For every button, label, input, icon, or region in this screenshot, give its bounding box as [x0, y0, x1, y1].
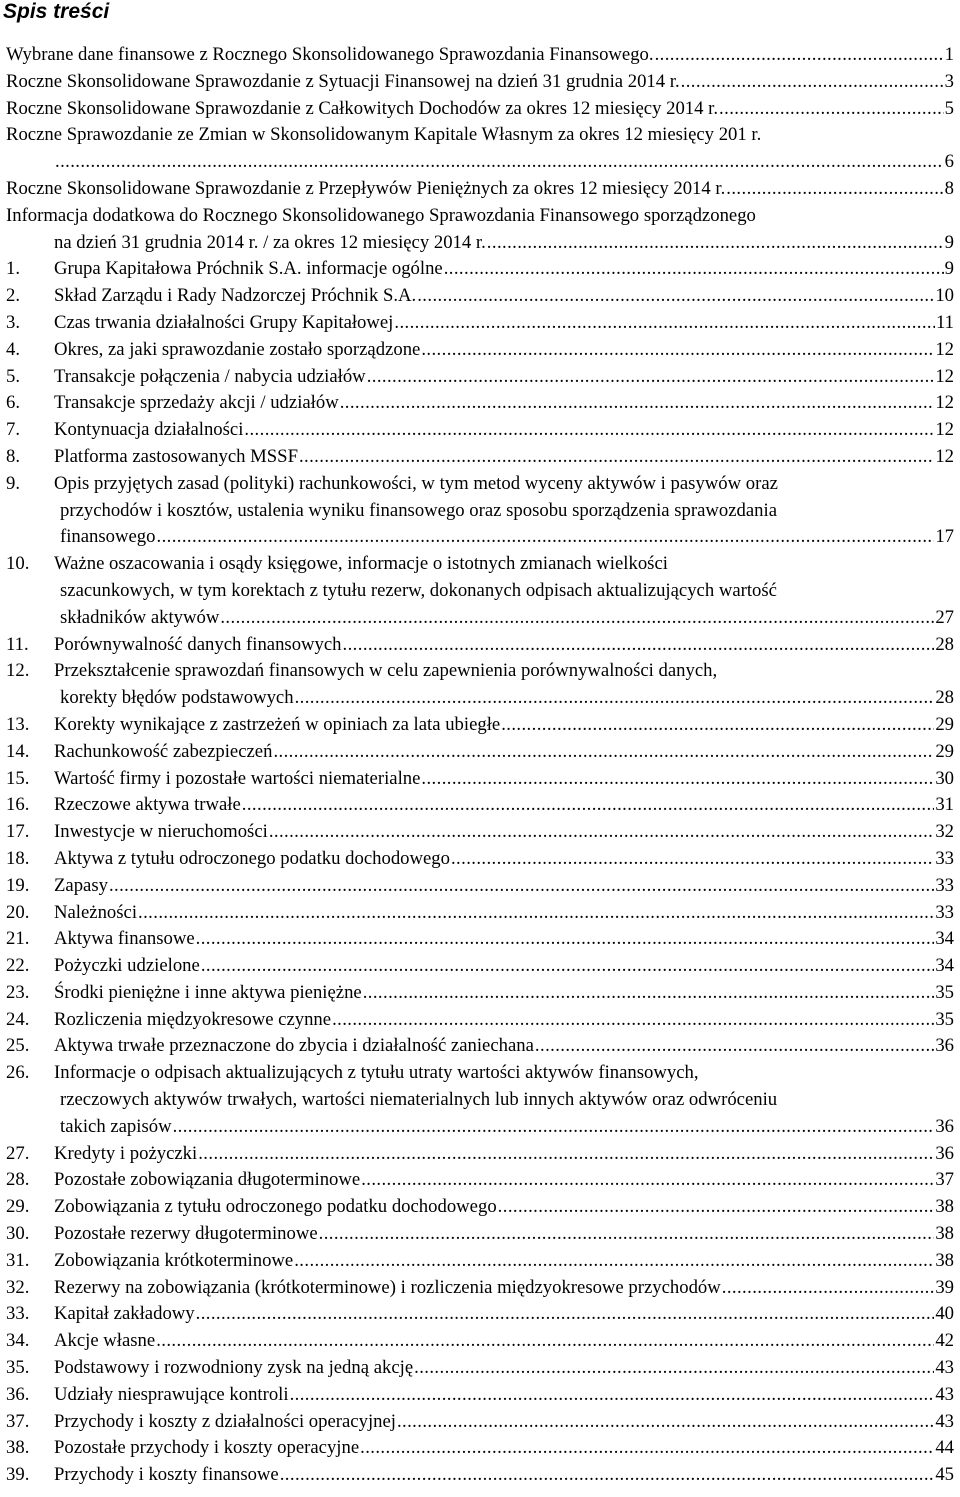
toc-entry-line [0, 444, 960, 471]
toc-entry-number: 30. [6, 1223, 30, 1245]
toc-page-number: 33 [935, 874, 954, 896]
toc-entry-heading: Przychody i koszty finansowe [54, 1464, 279, 1486]
toc-entry-number: 35. [6, 1357, 30, 1379]
toc-entry-number: 28. [6, 1169, 30, 1191]
toc-entry-number: 5. [6, 365, 21, 387]
toc-entry-line [0, 1382, 960, 1409]
toc-entry[interactable] [0, 1060, 960, 1140]
dot-leader [343, 632, 935, 659]
toc-entry-number: 14. [6, 740, 30, 762]
dot-leader [487, 230, 944, 257]
toc-entry-line [0, 1462, 960, 1489]
toc-entry[interactable] [0, 417, 960, 444]
toc-entry[interactable] [0, 1328, 960, 1355]
toc-entry-number: 12. [6, 660, 30, 682]
toc-entry[interactable] [0, 256, 960, 283]
toc-entry-heading: Rozliczenia międzyokresowe czynne [54, 1008, 332, 1030]
toc-entry-line [0, 122, 960, 149]
dot-leader [196, 926, 935, 953]
toc-page-number: 27 [935, 606, 954, 628]
toc-entry-heading: Grupa Kapitałowa Próchnik S.A. informacje ogólne [54, 258, 443, 280]
toc-entry-heading: Okres, za jaki sprawozdanie zostało sporządzone [54, 338, 421, 360]
toc-entry[interactable] [0, 1462, 960, 1489]
toc-entry-number: 15. [6, 767, 30, 789]
dot-leader [269, 819, 935, 846]
toc-entry-heading: rzeczowych aktywów trwałych, wartości niematerialnych lub innych aktywów oraz odwróceniu [60, 1089, 778, 1111]
toc-entry-heading: Aktywa trwałe przeznaczone do zbycia i działalność zaniechana [54, 1035, 534, 1057]
dot-leader [451, 846, 934, 873]
toc-entry[interactable] [0, 471, 960, 551]
toc-entry[interactable] [0, 1141, 960, 1168]
dot-leader [157, 524, 935, 551]
toc-entry-number: 33. [6, 1303, 30, 1325]
toc-entry-heading: Ważne oszacowania i osądy księgowe, informacje o istotnych zmianach wielkości [54, 553, 668, 575]
toc-entry-heading: korekty błędów podstawowych [60, 687, 294, 709]
toc-entry-line [0, 1328, 960, 1355]
toc-entry-line [0, 980, 960, 1007]
toc-entry-number: 13. [6, 713, 30, 735]
toc-entry-heading: Roczne Skonsolidowane Sprawozdanie z Sytuacji Finansowej na dzień 31 grudnia 2014 r. [6, 70, 680, 92]
toc-entry-line [0, 739, 960, 766]
dot-leader [280, 1462, 935, 1489]
toc-entry-line [0, 1355, 960, 1382]
toc-entry-heading: Transakcje połączenia / nabycia udziałów [54, 365, 366, 387]
toc-entry-heading: Zobowiązania krótkoterminowe [54, 1249, 294, 1271]
toc-entry[interactable] [0, 953, 960, 980]
toc-page-number: 33 [935, 901, 954, 923]
toc-entry-number: 27. [6, 1142, 30, 1164]
toc-page-number: 32 [935, 821, 954, 843]
dot-leader [501, 712, 934, 739]
toc-page-number: 1 [944, 44, 954, 65]
toc-entry-line [0, 1060, 960, 1087]
dot-leader [244, 417, 934, 444]
toc-entry[interactable] [0, 792, 960, 819]
dot-leader [417, 283, 934, 310]
toc-entry-heading: Zapasy [54, 874, 108, 896]
toc-page-number: 30 [935, 767, 954, 789]
toc-entry[interactable] [0, 1248, 960, 1275]
toc-page-number: 29 [935, 740, 954, 762]
toc-entry-number: 31. [6, 1249, 30, 1271]
dot-leader [421, 766, 934, 793]
toc-entry-line [0, 605, 960, 632]
table-of-contents [0, 42, 960, 1489]
toc-title: Spis treści [3, 0, 110, 23]
toc-entry-number: 6. [6, 392, 21, 414]
toc-entry[interactable] [0, 364, 960, 391]
toc-entry-heading: Pożyczki udzielone [54, 955, 200, 977]
dot-leader [444, 256, 944, 283]
dot-leader [360, 1435, 934, 1462]
dot-leader [198, 1141, 934, 1168]
toc-entry-heading: Kredyty i pożyczki [54, 1142, 198, 1164]
toc-entry[interactable] [0, 1355, 960, 1382]
toc-entry[interactable] [0, 390, 960, 417]
toc-entry-number: 18. [6, 847, 30, 869]
toc-entry[interactable] [0, 1301, 960, 1328]
toc-entry-heading: Informacje o odpisach aktualizujących z tytułu utraty wartości aktywów finansowych, [54, 1062, 699, 1084]
toc-entry-heading: Platforma zastosowanych MSSF [54, 445, 298, 467]
toc-entry-number: 21. [6, 928, 30, 950]
toc-entry-number: 39. [6, 1464, 30, 1486]
toc-entry[interactable] [0, 1409, 960, 1436]
toc-entry-number: 9. [6, 472, 21, 494]
toc-page-number: 43 [935, 1383, 954, 1405]
toc-entry[interactable] [0, 980, 960, 1007]
toc-entry-line [0, 551, 960, 578]
toc-entry[interactable] [0, 900, 960, 927]
toc-entry-heading: Porównywalność danych finansowych [54, 633, 342, 655]
toc-entry-heading: na dzień 31 grudnia 2014 r. / za okres 12 miesięcy 2014 r. [54, 231, 486, 253]
toc-entry-heading: Pozostałe zobowiązania długoterminowe [54, 1169, 361, 1191]
toc-entry-heading: Przychody i koszty z działalności operacyjnej [54, 1410, 396, 1432]
toc-entry-number: 7. [6, 419, 21, 441]
toc-entry[interactable] [0, 203, 960, 257]
toc-page-number: 35 [935, 1008, 954, 1030]
toc-page-number: 40 [935, 1303, 954, 1325]
dot-leader [173, 1114, 935, 1141]
toc-entry-heading: Roczne Sprawozdanie ze Zmian w Skonsolidowanym Kapitale Własnym za okres 12 miesięcy 201 r. [6, 124, 762, 146]
toc-entry-number: 29. [6, 1196, 30, 1218]
toc-entry[interactable] [0, 1007, 960, 1034]
toc-entry-heading: Rachunkowość zabezpieczeń [54, 740, 273, 762]
toc-entry[interactable] [0, 122, 960, 176]
toc-entry-line [0, 176, 960, 203]
toc-entry-number: 26. [6, 1062, 30, 1084]
toc-entry[interactable] [0, 712, 960, 739]
toc-page-number: 28 [935, 633, 954, 655]
toc-entry-line [0, 1033, 960, 1060]
toc-page-number: 38 [935, 1223, 954, 1245]
toc-entry-number: 16. [6, 794, 30, 816]
toc-page-number: 33 [935, 847, 954, 869]
toc-entry[interactable] [0, 1275, 960, 1302]
toc-entry-line [0, 792, 960, 819]
toc-page-number: 42 [935, 1330, 954, 1352]
toc-page-number: 3 [944, 70, 954, 92]
toc-entry-number: 17. [6, 821, 30, 843]
toc-entry-line [0, 96, 960, 123]
toc-entry-line [0, 256, 960, 283]
toc-entry-line [0, 1248, 960, 1275]
toc-page-number: 28 [935, 687, 954, 709]
toc-entry-line [0, 1435, 960, 1462]
toc-entry-line [0, 69, 960, 96]
dot-leader [290, 1382, 935, 1409]
toc-entry-line [0, 417, 960, 444]
toc-entry-heading: Akcje własne [54, 1330, 156, 1352]
toc-entry-line [0, 524, 960, 551]
toc-entry-line [0, 1194, 960, 1221]
toc-entry-line [0, 471, 960, 498]
dot-leader [361, 1167, 934, 1194]
toc-entry[interactable] [0, 926, 960, 953]
toc-entry[interactable] [0, 310, 960, 337]
toc-entry-heading: Rezerwy na zobowiązania (krótkoterminowe) i rozliczenia międzyokresowe przychodów [54, 1276, 721, 1298]
toc-entry-heading: Środki pieniężne i inne aktywa pieniężne [54, 981, 362, 1003]
toc-entry-line [0, 1275, 960, 1302]
dot-leader [498, 1194, 935, 1221]
toc-page-number: 12 [935, 338, 954, 360]
toc-entry-heading: Kapitał zakładowy [54, 1303, 195, 1325]
toc-entry[interactable] [0, 176, 960, 203]
toc-entry[interactable] [0, 551, 960, 631]
dot-leader [414, 1355, 934, 1382]
toc-entry-heading: takich zapisów [60, 1115, 172, 1137]
toc-entry-line [0, 926, 960, 953]
toc-page-number: 17 [935, 526, 954, 548]
toc-page-number: 12 [935, 392, 954, 414]
dot-leader [55, 149, 944, 176]
toc-entry-heading: Wartość firmy i pozostałe wartości niematerialne [54, 767, 421, 789]
toc-entry-heading: Transakcje sprzedaży akcji / udziałów [54, 392, 339, 414]
toc-entry-heading: Opis przyjętych zasad (polityki) rachunkowości, w tym metod wyceny aktywów i pasywów oraz [54, 472, 778, 494]
dot-leader [655, 42, 944, 69]
toc-entry-heading: Inwestycje w nieruchomości [54, 821, 268, 843]
toc-page-number: 34 [935, 955, 954, 977]
dot-leader [138, 900, 934, 927]
toc-entry-number: 22. [6, 955, 30, 977]
toc-page-number: 38 [935, 1249, 954, 1271]
dot-leader [340, 390, 935, 417]
toc-entry-heading: Roczne Skonsolidowane Sprawozdanie z Całkowitych Dochodów za okres 12 miesięcy 2014 r. [6, 97, 719, 119]
toc-page-number: 5 [944, 97, 954, 119]
toc-entry-line [0, 1409, 960, 1436]
toc-entry-number: 25. [6, 1035, 30, 1057]
toc-page-number: 9 [944, 258, 954, 280]
toc-entry-number: 34. [6, 1330, 30, 1352]
toc-entry-number: 2. [6, 285, 21, 307]
toc-entry-heading: Skład Zarządu i Rady Nadzorczej Próchnik S.A. [54, 285, 417, 307]
toc-entry-line [0, 685, 960, 712]
toc-entry-heading: Zobowiązania z tytułu odroczonego podatku dochodowego [54, 1196, 497, 1218]
toc-entry-number: 37. [6, 1410, 30, 1432]
toc-page-number: 38 [935, 1196, 954, 1218]
toc-entry-heading: Informacja dodatkowa do Rocznego Skonsolidowanego Sprawozdania Finansowego sporządzonego [6, 204, 756, 226]
toc-entry[interactable] [0, 1435, 960, 1462]
toc-entry-heading: Aktywa z tytułu odroczonego podatku dochodowego [54, 847, 450, 869]
dot-leader [535, 1033, 934, 1060]
dot-leader [726, 176, 943, 203]
toc-entry-heading: Pozostałe przychody i koszty operacyjne [54, 1437, 360, 1459]
toc-page-number: 43 [935, 1410, 954, 1432]
toc-page-number: 9 [944, 231, 954, 253]
dot-leader [156, 1328, 934, 1355]
toc-entry[interactable] [0, 42, 960, 69]
toc-entry[interactable] [0, 1167, 960, 1194]
toc-entry-line [0, 632, 960, 659]
toc-entry[interactable] [0, 766, 960, 793]
toc-page-number: 44 [935, 1437, 954, 1459]
toc-page-number: 31 [935, 794, 954, 816]
toc-entry[interactable] [0, 444, 960, 471]
toc-page-number: 43 [935, 1357, 954, 1379]
toc-entry[interactable] [0, 873, 960, 900]
dot-leader [332, 1007, 934, 1034]
dot-leader [681, 69, 944, 96]
toc-page-number: 36 [935, 1115, 954, 1137]
toc-entry-number: 19. [6, 874, 30, 896]
toc-page-number: 36 [935, 1035, 954, 1057]
toc-entry-number: 24. [6, 1008, 30, 1030]
toc-entry-line [0, 283, 960, 310]
toc-entry-number: 32. [6, 1276, 30, 1298]
toc-page-number: 36 [935, 1142, 954, 1164]
dot-leader [319, 1221, 935, 1248]
toc-entry-line [0, 364, 960, 391]
toc-entry[interactable] [0, 69, 960, 96]
toc-entry-heading: Udziały niesprawujące kontroli [54, 1383, 289, 1405]
dot-leader [363, 980, 935, 1007]
toc-page-number: 34 [935, 928, 954, 950]
toc-entry[interactable] [0, 337, 960, 364]
toc-entry-line [0, 337, 960, 364]
toc-entry-heading: Kontynuacja działalności [54, 419, 244, 441]
toc-entry[interactable] [0, 283, 960, 310]
dot-leader [273, 739, 934, 766]
toc-entry-heading: Korekty wynikające z zastrzeżeń w opiniach za lata ubiegłe [54, 713, 501, 735]
toc-page-number: 37 [935, 1169, 954, 1191]
dot-leader [421, 337, 934, 364]
toc-entry-line [0, 203, 960, 230]
toc-entry-line [0, 578, 960, 605]
toc-entry-number: 10. [6, 553, 30, 575]
toc-entry-number: 23. [6, 981, 30, 1003]
toc-entry-heading: Pozostałe rezerwy długoterminowe [54, 1223, 318, 1245]
dot-leader [299, 444, 934, 471]
toc-entry-heading: Wybrane dane finansowe z Rocznego Skonsolidowanego Sprawozdania Finansowego. [6, 44, 654, 65]
toc-entry-number: 20. [6, 901, 30, 923]
toc-entry-line [0, 846, 960, 873]
toc-page-number: 6 [944, 151, 954, 173]
toc-entry-heading: Roczne Skonsolidowane Sprawozdanie z Przepływów Pieniężnych za okres 12 miesięcy 2014 r. [6, 177, 726, 199]
dot-leader [295, 685, 935, 712]
toc-entry-number: 36. [6, 1383, 30, 1405]
toc-page-number: 45 [935, 1464, 954, 1486]
dot-leader [201, 953, 934, 980]
toc-entry[interactable] [0, 846, 960, 873]
toc-entry-number: 8. [6, 445, 21, 467]
toc-entry-heading: szacunkowych, w tym korektach z tytułu rezerw, dokonanych odpisach aktualizujących wartość [60, 579, 777, 601]
toc-entry-heading: składników aktywów [60, 606, 220, 628]
toc-page-number: 39 [935, 1276, 954, 1298]
dot-leader [722, 1275, 935, 1302]
dot-leader [196, 1301, 935, 1328]
toc-entry-heading: Aktywa finansowe [54, 928, 195, 950]
toc-entry-number: 11. [6, 633, 29, 655]
toc-entry-line [0, 498, 960, 525]
toc-entry[interactable] [0, 1382, 960, 1409]
dot-leader [397, 1409, 934, 1436]
dot-leader [394, 310, 935, 337]
toc-entry-line [0, 1141, 960, 1168]
toc-page-number: 29 [935, 713, 954, 735]
toc-entry-number: 3. [6, 311, 21, 333]
toc-entry-line [0, 1087, 960, 1114]
toc-entry-number: 1. [6, 258, 21, 280]
dot-leader [367, 364, 935, 391]
toc-entry[interactable] [0, 1221, 960, 1248]
toc-page-number: 10 [935, 285, 954, 307]
toc-page-number: 12 [935, 365, 954, 387]
toc-entry-heading: Należności [54, 901, 138, 923]
toc-entry-number: 38. [6, 1437, 30, 1459]
toc-page-number: 12 [935, 445, 954, 467]
toc-entry-heading: Czas trwania działalności Grupy Kapitałowej [54, 311, 394, 333]
toc-entry-line [0, 42, 960, 69]
toc-entry-line [0, 712, 960, 739]
toc-entry[interactable] [0, 96, 960, 123]
toc-entry[interactable] [0, 1194, 960, 1221]
toc-entry[interactable] [0, 658, 960, 712]
toc-entry-line [0, 310, 960, 337]
toc-entry[interactable] [0, 1033, 960, 1060]
toc-entry-heading: przychodów i kosztów, ustalenia wyniku finansowego oraz sposobu sporządzenia sprawozdania [60, 499, 778, 521]
toc-page-number: 11 [936, 311, 954, 333]
toc-entry-line [0, 766, 960, 793]
toc-page-number: 35 [935, 981, 954, 1003]
toc-entry[interactable] [0, 819, 960, 846]
toc-page-number: 12 [935, 419, 954, 441]
toc-entry-line [0, 658, 960, 685]
toc-entry-number: 4. [6, 338, 21, 360]
toc-entry-heading: finansowego [60, 526, 156, 548]
dot-leader [242, 792, 935, 819]
toc-entry-heading: Przekształcenie sprawozdań finansowych w celu zapewnienia porównywalności danych, [54, 660, 718, 682]
toc-entry[interactable] [0, 632, 960, 659]
toc-entry-line [0, 1301, 960, 1328]
dot-leader [220, 605, 934, 632]
toc-entry-line [0, 390, 960, 417]
toc-entry-line [0, 1114, 960, 1141]
toc-entry-line [0, 900, 960, 927]
toc-entry-line [0, 149, 960, 176]
toc-entry-line [0, 1007, 960, 1034]
toc-entry[interactable] [0, 739, 960, 766]
toc-entry-line [0, 1167, 960, 1194]
dot-leader [719, 96, 944, 123]
toc-entry-line [0, 819, 960, 846]
toc-entry-line [0, 1221, 960, 1248]
dot-leader [109, 873, 934, 900]
toc-entry-line [0, 230, 960, 257]
toc-page-number: 8 [944, 177, 954, 199]
toc-entry-line [0, 953, 960, 980]
toc-entry-line [0, 873, 960, 900]
dot-leader [294, 1248, 934, 1275]
toc-entry-heading: Podstawowy i rozwodniony zysk na jedną akcję [54, 1357, 414, 1379]
toc-entry-heading: Rzeczowe aktywa trwałe [54, 794, 241, 816]
